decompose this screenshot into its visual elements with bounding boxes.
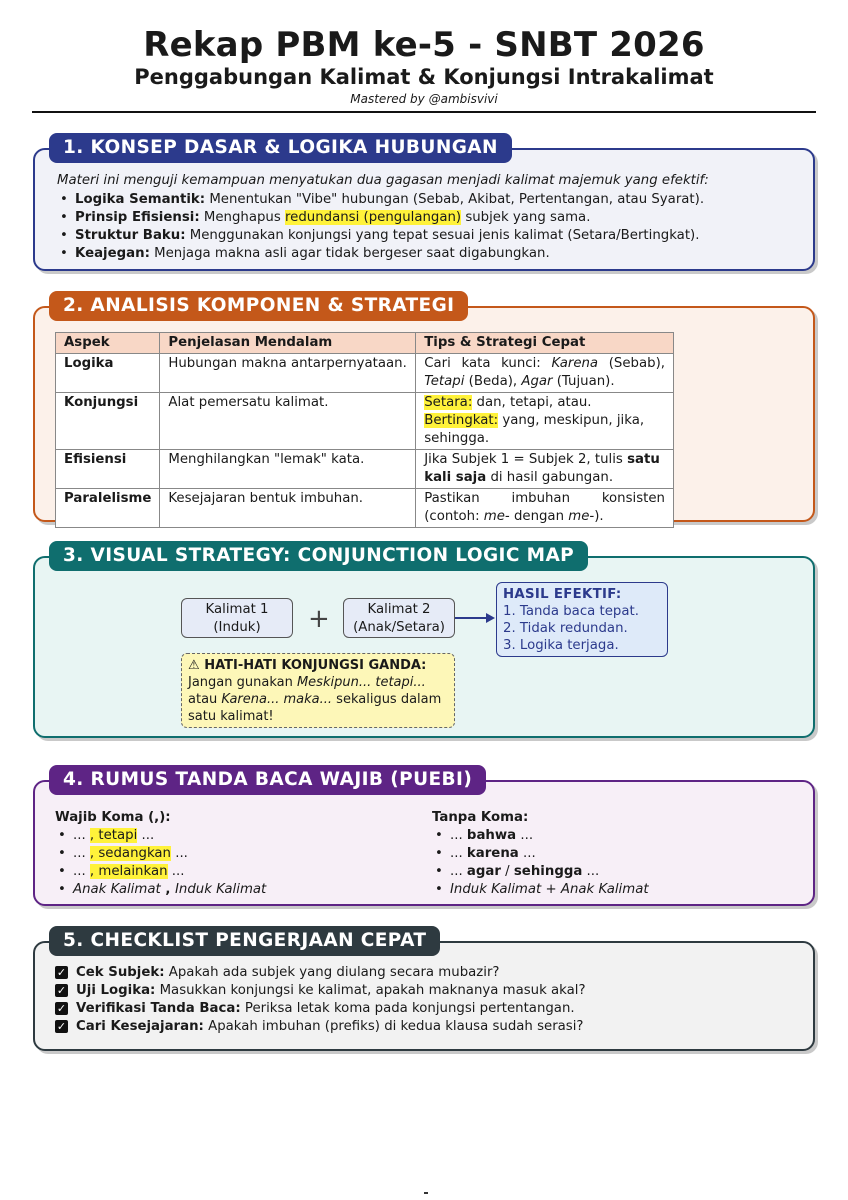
- item-text: Menghapus: [199, 210, 285, 225]
- box-label: Kalimat 1: [205, 602, 269, 617]
- section-3-heading: 3. VISUAL STRATEGY: CONJUNCTION LOGIC MAP: [49, 541, 588, 571]
- header-divider: [32, 111, 816, 113]
- table-header-row: [56, 333, 674, 354]
- checklist-item: ✓ Verifikasi Tanda Baca: Periksa letak koma pada konjungsi pertentangan.: [56, 1001, 575, 1016]
- box-label: (Induk): [213, 620, 261, 635]
- list-item: [57, 209, 704, 227]
- explain-cell: Menghilangkan "lemak" kata.: [160, 450, 416, 489]
- section-1-heading: 1. KONSEP DASAR & LOGIKA HUBUNGAN: [49, 133, 512, 163]
- table-row: [56, 393, 674, 450]
- page-subtitle: Penggabungan Kalimat & Konjungsi Intrakalimat: [134, 65, 714, 89]
- item-term: Struktur Baku:: [75, 228, 186, 243]
- section-1-intro: Materi ini menguji kemampuan menyatukan dua gagasan menjadi kalimat majemuk yang efektif:: [57, 173, 709, 188]
- page-header: [0, 0, 848, 107]
- tip-cell: Setara: dan, tetapi, atau. Bertingkat: yang, meskipun, jika, sehingga.: [416, 393, 674, 450]
- page-mark: [424, 1192, 428, 1194]
- tip-cell: Cari kata kunci: Karena (Sebab), Tetapi (Beda), Agar (Tujuan).: [416, 354, 674, 393]
- section-tanda-baca: [33, 769, 815, 906]
- warning-text: Jangan gunakan Meskipun... tetapi... atau Karena... maka... sekaligus dalam satu kalimat!: [188, 675, 442, 724]
- section-analisis-komponen: [33, 295, 815, 524]
- section-konsep-dasar: [33, 137, 815, 271]
- explain-cell: Hubungan makna antarpernyataan.: [160, 354, 416, 393]
- warning-title: ⚠ HATI-HATI KONJUNGSI GANDA:: [188, 658, 427, 673]
- sentence-2-box: [343, 598, 455, 638]
- checklist-item: ✓ Uji Logika: Masukkan konjungsi ke kalimat, apakah maknanya masuk akal?: [56, 983, 586, 998]
- column-title: Wajib Koma (,):: [55, 810, 171, 825]
- checkbox-icon: ✓: [56, 984, 67, 997]
- section-visual-strategy: [33, 545, 815, 738]
- explain-cell: Kesejajaran bentuk imbuhan.: [160, 489, 416, 528]
- table-row: [56, 450, 674, 489]
- arrow-line: [455, 617, 487, 619]
- box-label: (Anak/Setara): [353, 620, 445, 635]
- item-text: Menentukan "Vibe" hubungan (Sebab, Akibat, Pertentangan, atau Syarat).: [205, 192, 705, 207]
- component-table: [55, 332, 674, 528]
- explain-cell: Alat pemersatu kalimat.: [160, 393, 416, 450]
- checklist: [55, 964, 586, 1036]
- column-header: Aspek: [56, 333, 160, 354]
- tip-cell: Pastikan imbuhan konsisten (contoh: me- dengan me-).: [416, 489, 674, 528]
- checkbox-icon: ✓: [56, 1002, 67, 1015]
- list-item: • Anak Kalimat , Induk Kalimat: [55, 881, 266, 899]
- aspect-cell: Logika: [56, 354, 160, 393]
- section-4-heading: 4. RUMUS TANDA BACA WAJIB (PUEBI): [49, 765, 486, 795]
- list-item: • Induk Kalimat + Anak Kalimat: [432, 881, 649, 899]
- tip-cell: Jika Subjek 1 = Subjek 2, tulis satu kali saja di hasil gabungan.: [416, 450, 674, 489]
- table-row: [56, 354, 674, 393]
- list-item: • ... agar / sehingga ...: [432, 863, 649, 881]
- section-5-heading: 5. CHECKLIST PENGERJAAN CEPAT: [49, 926, 440, 956]
- checkbox-icon: ✓: [56, 1020, 67, 1033]
- highlighted-text: redundansi (pengulangan): [285, 210, 462, 225]
- checklist-item: ✓ Cek Subjek: Apakah ada subjek yang diulang secara mubazir?: [56, 965, 500, 980]
- aspect-cell: Paralelisme: [56, 489, 160, 528]
- checklist-item: ✓ Cari Kesejajaran: Apakah imbuhan (prefiks) di kedua klausa sudah serasi?: [56, 1019, 584, 1034]
- list-item: [57, 227, 704, 245]
- table-row: [56, 489, 674, 528]
- aspect-cell: Efisiensi: [56, 450, 160, 489]
- checkbox-icon: ✓: [56, 966, 67, 979]
- byline: Mastered by @ambisvivi: [350, 92, 498, 106]
- item-text: Menjaga makna asli agar tidak bergeser saat digabungkan.: [149, 246, 550, 261]
- result-item: 2. Tidak redundan.: [503, 621, 628, 636]
- column-title: Tanpa Koma:: [432, 810, 529, 825]
- list-item: • ... karena ...: [432, 845, 649, 863]
- arrow-head-icon: [486, 613, 495, 623]
- item-term: Keajegan:: [75, 246, 150, 261]
- warning-box: [181, 653, 455, 728]
- result-item: 3. Logika terjaga.: [503, 638, 619, 653]
- item-term: Prinsip Efisiensi:: [75, 210, 200, 225]
- list-item: • ... , melainkan ...: [55, 863, 266, 881]
- list-item: • ... , sedangkan ...: [55, 845, 266, 863]
- result-title: HASIL EFEKTIF:: [503, 587, 622, 602]
- tanpa-koma-list: [432, 827, 649, 899]
- warning-icon: ⚠: [188, 658, 200, 673]
- page-title: Rekap PBM ke-5 - SNBT 2026: [143, 25, 705, 65]
- item-text: subjek yang sama.: [461, 210, 591, 225]
- item-term: Logika Semantik:: [75, 192, 206, 207]
- list-item: • ... , tetapi ...: [55, 827, 266, 845]
- column-header: Penjelasan Mendalam: [160, 333, 416, 354]
- column-header: Tips & Strategi Cepat: [416, 333, 674, 354]
- aspect-cell: Konjungsi: [56, 393, 160, 450]
- list-item: [57, 245, 704, 263]
- list-item: [57, 191, 704, 209]
- sentence-1-box: [181, 598, 293, 638]
- item-text: Menggunakan konjungsi yang tepat sesuai jenis kalimat (Setara/Bertingkat).: [185, 228, 700, 243]
- plus-symbol: +: [308, 604, 330, 634]
- wajib-koma-list: [55, 827, 266, 899]
- list-item: • ... bahwa ...: [432, 827, 649, 845]
- box-label: Kalimat 2: [367, 602, 431, 617]
- result-box: [496, 582, 668, 657]
- result-item: 1. Tanda baca tepat.: [503, 604, 639, 619]
- wajib-koma-column: [55, 809, 266, 899]
- concept-list: [57, 191, 704, 263]
- tanpa-koma-column: [432, 809, 649, 899]
- section-checklist: [33, 930, 815, 1051]
- section-2-heading: 2. ANALISIS KOMPONEN & STRATEGI: [49, 291, 468, 321]
